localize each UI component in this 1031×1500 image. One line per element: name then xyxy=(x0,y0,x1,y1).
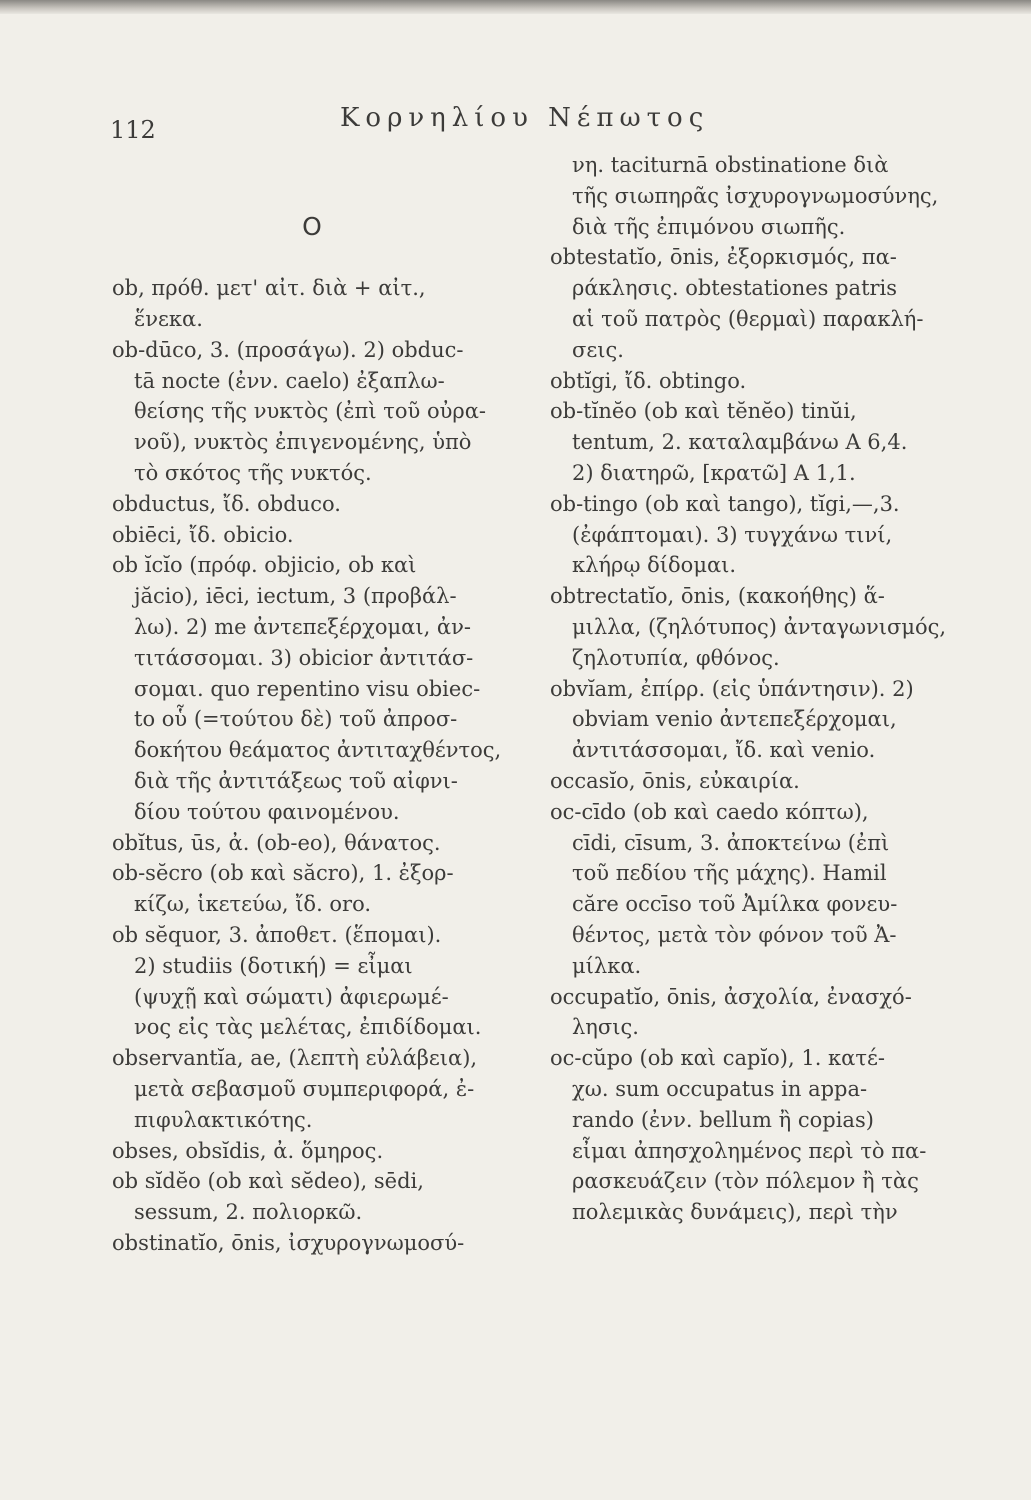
page-number: 112 xyxy=(110,116,156,144)
dictionary-line: εἶμαι ἀπησχολημένος περὶ τὸ πα- xyxy=(572,1138,927,1163)
dictionary-line: 2) διατηρῶ, [κρατῶ] Α 1,1. xyxy=(572,460,856,485)
dictionary-line: λω). 2) me ἀντεπεξέρχομαι, ἀν- xyxy=(134,614,471,639)
dictionary-line: δοκήτου θεάματος ἀντιταχθέντος, xyxy=(134,738,502,763)
dictionary-line: to οὗ (=τούτου δὲ) τοῦ ἀπροσ- xyxy=(134,707,458,732)
dictionary-line: ob ĭcĭo (πρόφ. objicio, ob καὶ xyxy=(112,553,417,578)
dictionary-line: χω. sum occupatus in appa- xyxy=(572,1076,868,1101)
dictionary-line: cīdi, cīsum, 3. ἀποκτείνω (ἐπὶ xyxy=(572,830,890,855)
page-top-edge xyxy=(0,0,1031,14)
dictionary-line: 2) studiis (δοτική) = εἶμαι xyxy=(134,953,413,978)
dictionary-line: θείσης τῆς νυκτὸς (ἐπὶ τοῦ οὐρα- xyxy=(134,399,487,424)
dictionary-line: νος εἰς τὰς μελέτας, ἐπιδίδομαι. xyxy=(134,1015,482,1040)
running-title: Κορνηλίου Νέπωτος xyxy=(340,103,710,133)
blank-line xyxy=(112,242,542,273)
dictionary-line: διὰ τῆς ἐπιμόνου σιωπῆς. xyxy=(572,214,846,239)
left-column xyxy=(112,150,542,1259)
dictionary-line: tentum, 2. καταλαμβάνω Α 6,4. xyxy=(572,430,908,455)
dictionary-line: νη. taciturnā obstinatione διὰ xyxy=(572,153,889,177)
dictionary-line: obstinatĭo, ōnis, ἰσχυρογνωμοσύ- xyxy=(112,1230,465,1255)
dictionary-line: jăcio), iēci, iectum, 3 (προβάλ- xyxy=(134,584,457,609)
dictionary-line: căre occīso τοῦ Ἀμίλκα φονευ- xyxy=(572,892,898,917)
dictionary-line: occasĭo, ōnis, εὐκαιρία. xyxy=(550,768,800,793)
dictionary-line: μίλκα. xyxy=(572,953,642,978)
dictionary-line: obvĭam, ἐπίρρ. (εἰς ὑπάντησιν). 2) xyxy=(550,676,914,701)
dictionary-line: occupatĭo, ōnis, ἀσχολία, ἐνασχό- xyxy=(550,984,912,1009)
dictionary-line: obtrectatĭo, ōnis, (κακοήθης) ἅ- xyxy=(550,584,885,609)
dictionary-line: ἕνεκα. xyxy=(134,306,203,331)
dictionary-line: (ἐφάπτομαι). 3) τυγχάνω τινί, xyxy=(572,522,893,547)
right-column xyxy=(550,150,968,1228)
dictionary-line: σεις. xyxy=(572,337,624,362)
dictionary-line: ob-tĭnĕo (ob καὶ tĕnĕo) tinŭi, xyxy=(550,399,857,424)
dictionary-line: obtestatĭo, ōnis, ἐξορκισμός, πα- xyxy=(550,245,897,270)
dictionary-line: πιφυλακτικότης. xyxy=(134,1107,313,1132)
dictionary-line: ζηλοτυπία, φθόνος. xyxy=(572,645,780,670)
dictionary-line: obses, obsĭdis, ἀ. ὅμηρος. xyxy=(112,1138,384,1163)
dictionary-line: ράκλησις. obtestationes patris xyxy=(572,276,898,301)
dictionary-line: observantĭa, ae, (λεπτὴ εὐλάβεια), xyxy=(112,1046,478,1071)
section-letter: O xyxy=(302,211,322,241)
dictionary-line: ob-sĕcro (ob καὶ săcro), 1. ἐξορ- xyxy=(112,861,454,886)
dictionary-line: κίζω, ἱκετεύω, ἴδ. oro. xyxy=(134,892,372,917)
dictionary-line: obtĭgi, ἴδ. obtingo. xyxy=(550,368,747,393)
dictionary-line: rando (ἐνν. bellum ἢ copias) xyxy=(572,1107,874,1132)
dictionary-line: τοῦ πεδίου τῆς μάχης). Hamil xyxy=(572,861,887,886)
dictionary-line: κλήρῳ δίδομαι. xyxy=(572,553,737,578)
dictionary-line: πολεμικὰς δυνάμεις), περὶ τὴν xyxy=(572,1200,898,1225)
dictionary-line: ἀντιτάσσομαι, ἴδ. καὶ venio. xyxy=(572,738,876,763)
dictionary-line: τῆς σιωπηρᾶς ἰσχυρογνωμοσύνης, xyxy=(572,183,939,208)
dictionary-line: ρασκευάζειν (τὸν πόλεμον ἢ τὰς xyxy=(572,1169,919,1194)
dictionary-line: τιτάσσομαι. 3) obicior ἀντιτάσ- xyxy=(134,645,474,670)
dictionary-line: ob-tingo (ob καὶ tango), tĭgi,—,3. xyxy=(550,491,900,516)
dictionary-line: obĭtus, ūs, ἀ. (ob-eo), θάνατος. xyxy=(112,830,441,855)
dictionary-line: oc-cīdo (ob καὶ caedo κόπτω), xyxy=(550,799,869,824)
dictionary-line: λησις. xyxy=(572,1015,639,1040)
dictionary-line: tā nocte (ἐνν. caelo) ἐξαπλω- xyxy=(134,368,445,393)
dictionary-line: θέντος, μετὰ τὸν φόνον τοῦ Ἀ- xyxy=(572,922,897,947)
dictionary-line: νοῦ), νυκτὸς ἐπιγενομένης, ὑπὸ xyxy=(134,430,472,455)
dictionary-line: ob-dūco, 3. (προσάγω). 2) obduc- xyxy=(112,337,464,362)
dictionary-line: ob sĭdĕo (ob καὶ sĕdeo), sēdi, xyxy=(112,1169,424,1194)
dictionary-line: oc-cŭpo (ob καὶ capĭo), 1. κατέ- xyxy=(550,1046,885,1071)
dictionary-line: τὸ σκότος τῆς νυκτός. xyxy=(134,460,372,485)
dictionary-line: obductus, ἴδ. obduco. xyxy=(112,491,341,516)
dictionary-line: μετὰ σεβασμοῦ συμπεριφορά, ἐ- xyxy=(134,1076,475,1101)
dictionary-line: δίου τούτου φαινομένου. xyxy=(134,799,400,824)
dictionary-line: sessum, 2. πολιορκῶ. xyxy=(134,1200,363,1225)
dictionary-line: obiēci, ἴδ. obicio. xyxy=(112,522,294,547)
dictionary-line: ob sĕquor, 3. ἀποθετ. (ἕπομαι). xyxy=(112,922,442,947)
dictionary-line: obviam venio ἀντεπεξέρχομαι, xyxy=(572,707,897,732)
dictionary-line: (ψυχῇ καὶ σώματι) ἀφιερωμέ- xyxy=(134,984,449,1009)
dictionary-line: αἱ τοῦ πατρὸς (θερμαὶ) παρακλή- xyxy=(572,306,924,331)
dictionary-line: μιλλα, (ζηλότυπος) ἀνταγωνισμός, xyxy=(572,614,947,639)
dictionary-line: ob, πρόθ. μετ' αἰτ. διὰ + αἰτ., xyxy=(112,276,426,301)
blank-line xyxy=(112,181,542,212)
blank-line xyxy=(112,150,542,181)
dictionary-line: διὰ τῆς ἀντιτάξεως τοῦ αἰφνι- xyxy=(134,768,458,793)
dictionary-line: σομαι. quo repentino visu obiec- xyxy=(134,676,481,701)
